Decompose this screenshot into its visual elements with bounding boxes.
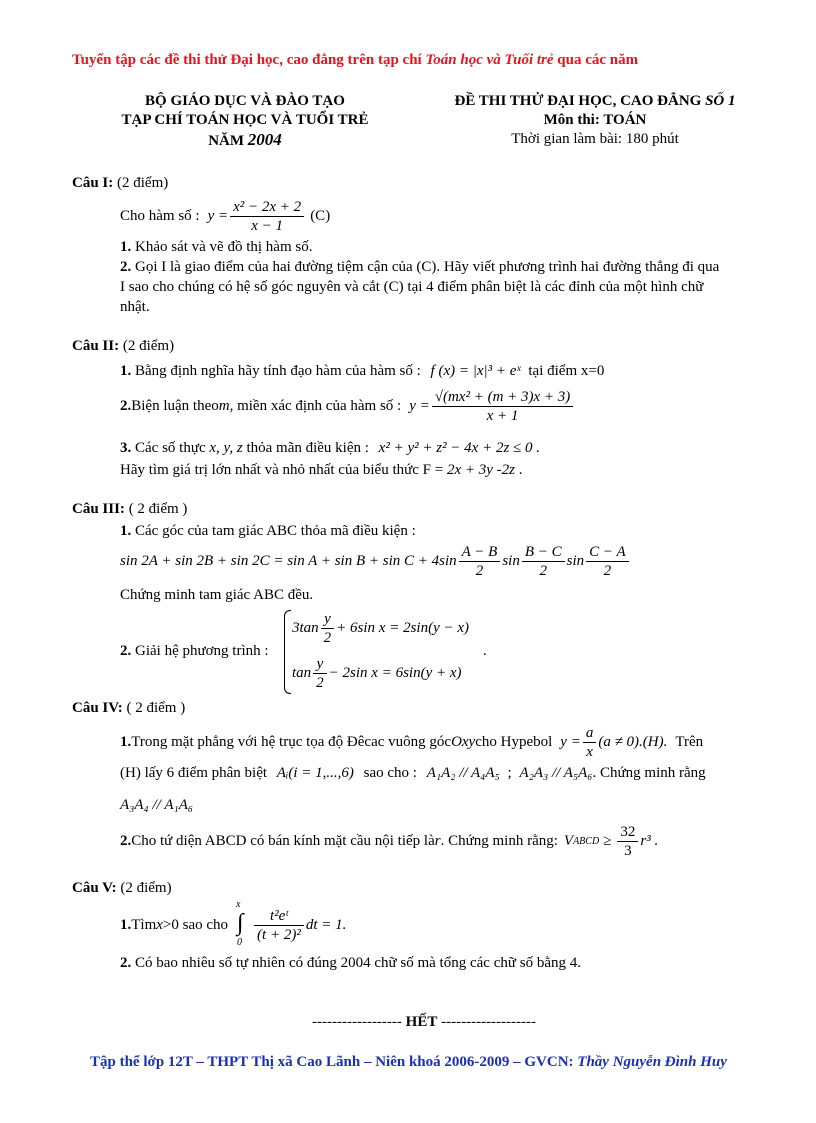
frac-denominator: 2 [475, 563, 484, 579]
frac-denominator: 2 [603, 563, 612, 579]
fraction-a-b [459, 543, 501, 580]
part-text-2: thỏa mãn điều kiện : [242, 440, 369, 456]
part-text: Các góc của tam giác ABC thỏa mã điều kiện : [131, 523, 416, 539]
integral-tail: dt = 1. [305, 916, 347, 933]
question-3-points: ( 2 điểm ) [124, 501, 188, 517]
function-numerator: x² − 2x + 2 [230, 198, 304, 217]
hyperbola-fraction [583, 724, 597, 761]
exam-subject: Môn thi: TOÁN [543, 112, 647, 128]
condition-inequality: x² + y² + z² − 4x + 2z ≤ 0 . [378, 440, 541, 456]
part-number: 2. [120, 643, 132, 659]
frac-numerator: y [321, 610, 335, 629]
question-4-part-1-line1 [120, 724, 703, 761]
fraction-b-c [522, 543, 565, 580]
part-number: 3. [120, 440, 132, 456]
collection-magazine: Toán học và Tuổi trẻ [425, 52, 554, 68]
parallel-2: A₂A₃ // A₅A₆ [519, 765, 593, 781]
frac-numerator: a [583, 724, 597, 743]
collection-title [72, 52, 638, 69]
frac-denominator: x [586, 744, 593, 760]
part-number: 1. [120, 734, 132, 750]
system-brace [284, 610, 291, 694]
y-over-2 [321, 610, 335, 647]
part-number: 1. [120, 239, 132, 255]
part-number: 1. [120, 523, 132, 539]
sin-word: sin [566, 553, 585, 569]
points-definition: Aᵢ(i = 1,...,6) [276, 765, 354, 781]
equation-part-2: + 6sin x = 2sin(y − x) [336, 620, 470, 636]
question-2-part-2 [120, 388, 575, 425]
question-4-points: ( 2 điểm ) [122, 700, 186, 716]
hyperbola-lhs: y = [560, 734, 581, 750]
integral-block [236, 899, 252, 948]
footer [90, 1054, 727, 1071]
question-5-part-1 [120, 899, 347, 948]
part-number: 2. [120, 955, 132, 971]
frac-numerator: A − B [459, 543, 501, 562]
question-2-title: Câu II: [72, 338, 120, 354]
question-3-part-1 [120, 523, 416, 540]
part-text: Cho tứ diện ABCD có bán kính mặt cầu nội tiếp là [131, 833, 435, 849]
question-4-part-1-line3: A₃A₄ // A₁A₆ [120, 797, 194, 813]
question-3-heading [72, 501, 187, 518]
equation-part: tan [292, 665, 312, 681]
question-1-title: Câu I: [72, 175, 114, 191]
part-text-3: . Chứng minh rằng [592, 765, 706, 781]
question-1-points: (2 điểm) [113, 175, 169, 191]
system-period: . [483, 643, 487, 659]
part-text: Giải hệ phương trình : [131, 643, 269, 659]
frac-denominator: 2 [316, 675, 324, 691]
separator: ; [507, 765, 512, 781]
part-text: Có bao nhiêu số tự nhiên có đúng 2004 chữ số mà tổng các chữ số bằng 4. [131, 955, 581, 971]
exam-title [430, 92, 760, 111]
part-text: Gọi I là giao điểm của hai đường tiệm cận của (C). Hãy viết phương trình hai đường thẳng đi qua [131, 259, 720, 275]
end-dashes-right: ------------------- [437, 1014, 537, 1030]
part-text-2: , miền xác định của hàm số : [229, 398, 402, 414]
equation-part-2: − 2sin x = 6sin(y + x) [328, 665, 462, 681]
frac-numerator: t²eᵗ [254, 907, 304, 926]
hyperbola-tail: (a ≠ 0).(H). [598, 734, 668, 750]
fraction-numerator: √(mx² + (m + 3)x + 3) [432, 388, 574, 407]
part-text-2: cho Hypebol [475, 734, 553, 750]
volume-fraction [617, 823, 638, 860]
exam-number: SỐ 1 [705, 93, 736, 109]
frac-numerator: C − A [586, 543, 629, 562]
question-4-part-2 [120, 823, 658, 860]
integrand-fraction [254, 907, 304, 944]
footer-text: Tập thể lớp 12T – THPT Thị xã Cao Lãnh – Niên khoá 2006-2009 – GVCN: [90, 1054, 578, 1070]
equation-left: sin 2A + sin 2B + sin 2C = sin A + sin B + sin C + 4sin [120, 553, 457, 569]
question-4-heading [72, 700, 185, 717]
question-2-part-3 [120, 440, 540, 457]
function-label: (C) [310, 208, 331, 224]
volume-tail: r³ . [640, 833, 659, 849]
frac-numerator: B − C [522, 543, 565, 562]
part-text: Biện luận theo [131, 398, 219, 414]
part-text: Các số thực [131, 440, 210, 456]
sin-word: sin [502, 553, 520, 569]
issuer-year-value: 2004 [247, 130, 282, 149]
part-text: Bằng định nghĩa hãy tính đạo hàm của hàm số : [131, 363, 421, 379]
system-equation-2 [292, 655, 462, 692]
part-text: Khảo sát và vẽ đồ thị hàm số. [131, 239, 313, 255]
frac-numerator: y [313, 655, 327, 674]
part-text-2: >0 sao cho [162, 916, 229, 933]
function-lhs: y = [207, 208, 229, 224]
variables: x, y, z [209, 440, 243, 456]
variable-x: x [156, 916, 163, 933]
exam-title-text: ĐỀ THI THỬ ĐẠI HỌC, CAO ĐẲNG [454, 93, 706, 109]
question-4-title: Câu IV: [72, 700, 123, 716]
part-text-2: . Chứng minh rằng: [440, 833, 558, 849]
system-equation-1 [292, 610, 469, 647]
frac-denominator: (t + 2)² [257, 926, 301, 943]
question-1-part-1 [120, 239, 312, 256]
part-text: Tìm [131, 916, 157, 933]
end-word: HẾT [405, 1014, 438, 1030]
volume-subscript: ABCD [573, 836, 600, 847]
question-1-part-2-line3: nhật. [120, 299, 150, 315]
part-number: 2. [120, 398, 132, 414]
question-2-part-1 [120, 363, 604, 380]
question-1-heading [72, 175, 168, 192]
equation-part: 3tan [292, 620, 319, 636]
part-number: 1. [120, 363, 132, 379]
axis-system: Oxy [451, 734, 476, 750]
part-number: 2. [120, 833, 132, 849]
exam-title-block [430, 92, 760, 149]
collection-title-part2: qua các năm [553, 52, 639, 68]
issuer-ministry: BỘ GIÁO DỤC VÀ ĐÀO TẠO [145, 93, 345, 109]
parameter-m: m [218, 398, 230, 414]
radius-r: r [434, 833, 441, 849]
fraction-denominator: x + 1 [486, 408, 519, 424]
fraction-c-a [586, 543, 629, 580]
integral-sign: ∫ [237, 910, 244, 936]
integral-upper: x [236, 899, 241, 910]
question-4-part-1-line2 [120, 765, 706, 782]
question-3-part-2 [120, 643, 269, 660]
issuer-block [100, 92, 390, 151]
question-1-function [120, 198, 330, 235]
question-5-part-2 [120, 955, 581, 972]
issuer-year [100, 130, 390, 151]
exam-time: Thời gian làm bài: 180 phút [511, 131, 679, 147]
trig-equation [120, 543, 631, 580]
question-5-points: (2 điểm) [116, 880, 172, 896]
frac-numerator: 32 [617, 823, 638, 842]
frac-denominator: 2 [323, 630, 332, 646]
part-number: 1. [120, 916, 132, 933]
geq-sign: ≥ [603, 833, 612, 849]
part-text-2: sao cho : [363, 765, 417, 781]
function-lhs: y = [409, 398, 430, 414]
part-number: 2. [120, 259, 132, 275]
domain-fraction [432, 388, 574, 425]
parallel-1: A₁A₂ // A₄A₅ [426, 765, 500, 781]
integral-lower: 0 [237, 937, 243, 948]
part-end: . [514, 462, 523, 478]
y-over-2 [313, 655, 327, 692]
question-5-heading [72, 880, 172, 897]
part-text: (H) lấy 6 điểm phân biệt [120, 765, 268, 781]
part-text-3: Trên [675, 734, 704, 750]
function-intro: Cho hàm số : [120, 208, 200, 224]
question-2-points: (2 điểm) [119, 338, 175, 354]
part-text: Trong mặt phẳng với hệ trục tọa độ Đêcac vuông góc [131, 734, 452, 750]
end-marker [312, 1014, 536, 1031]
question-3-title: Câu III: [72, 501, 125, 517]
issuer-magazine: TẠP CHÍ TOÁN HỌC VÀ TUỔI TRẺ [121, 112, 369, 128]
question-3-conclusion: Chứng minh tam giác ABC đều. [120, 587, 314, 603]
question-2-heading [72, 338, 174, 355]
function-denominator: x − 1 [251, 218, 284, 234]
footer-teacher: Thầy Nguyễn Đình Huy [577, 1054, 727, 1070]
frac-denominator: 2 [539, 563, 547, 579]
issuer-year-label: NĂM [208, 133, 248, 149]
question-1-part-2-line2: I sao cho chúng có hệ số góc nguyên và cắt (C) tại 4 điểm phân biệt là các đỉnh của một hình chữ [120, 279, 704, 295]
question-5-title: Câu V: [72, 880, 117, 896]
question-2-part-3-line2 [120, 462, 522, 479]
part-text: Hãy tìm giá trị lớn nhất và nhỏ nhất của biểu thức F = [120, 462, 447, 478]
expression-F: 2x + 3y -2z [446, 462, 515, 478]
collection-title-part1: Tuyển tập các đề thi thử Đại học, cao đẳng trên tạp chí [72, 52, 426, 68]
end-dashes-left: ------------------ [312, 1014, 406, 1030]
part-tail: tại điểm x=0 [528, 363, 605, 379]
question-1-part-2-line1 [120, 259, 719, 276]
function-fraction [230, 198, 304, 235]
frac-denominator: 3 [624, 843, 632, 859]
volume-symbol: V [563, 833, 574, 849]
derivative-function: f (x) = |x|³ + eˣ [430, 363, 521, 379]
